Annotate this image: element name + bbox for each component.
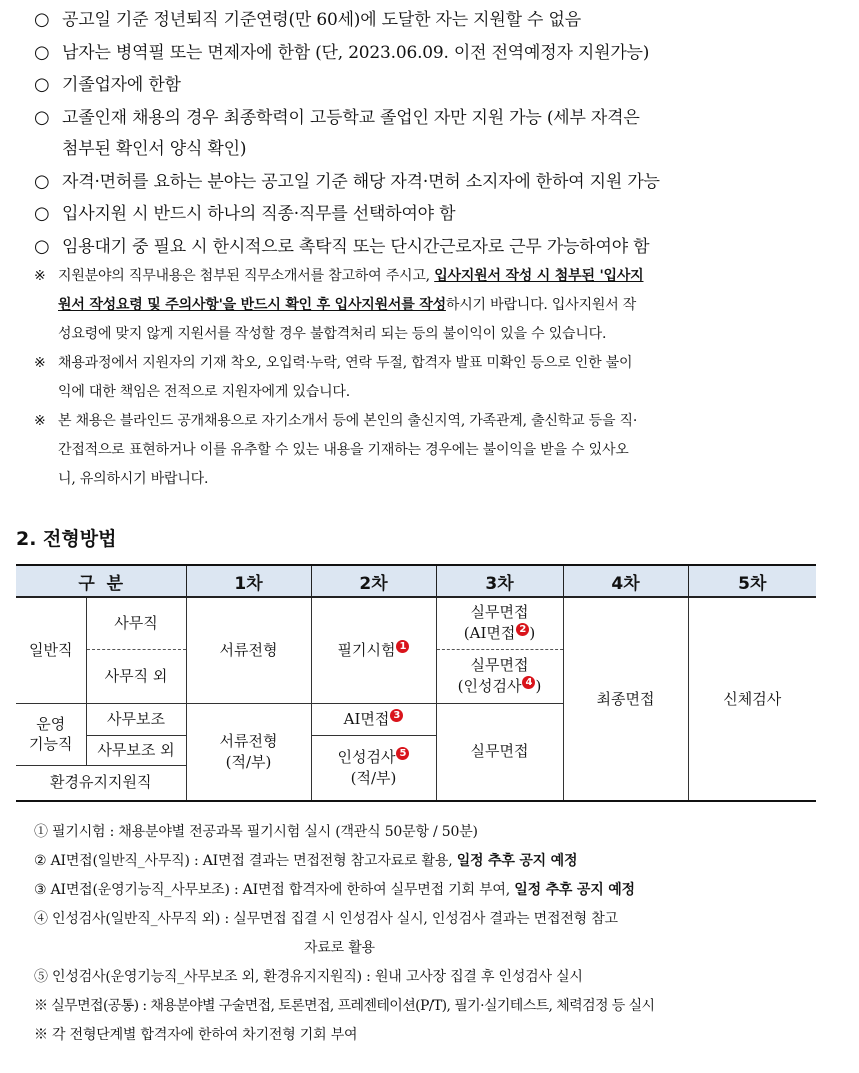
sub-office: 사무직 — [86, 597, 186, 649]
note-marker-icon: 1 — [396, 640, 409, 653]
footnote-item: ※ 각 전형단계별 합격자에 한하여 차기전형 기회 부여 — [34, 1027, 358, 1043]
circle-bullet-icon: ○ — [34, 74, 50, 95]
reference-mark-icon: ※ — [34, 355, 46, 371]
sub-assist-other: 사무보조 외 — [86, 735, 186, 765]
highlight-text: 입사지원서 작성 시 첨부된 '입사지 — [434, 268, 644, 284]
circle-bullet-icon: ○ — [34, 106, 50, 128]
circle-bullet-icon: ○ — [34, 203, 50, 224]
section-title: 2. 전형방법 — [16, 528, 117, 550]
header-stage-3: 3차 — [436, 565, 563, 597]
header-stage-2: 2차 — [311, 565, 436, 597]
notice-notes — [34, 262, 824, 494]
stage-4-all: 최종면접 — [563, 597, 688, 801]
group-env: 환경유지지원직 — [16, 765, 186, 801]
note-continuation: 간접적으로 표현하거나 이를 유추할 수 있는 내용을 기재하는 경우에는 불이익을 받을 수 있사오 — [58, 442, 629, 458]
assist-stage-2: AI면접 3 — [311, 703, 436, 735]
note-continuation: 니, 유의하시기 바랍니다. — [58, 471, 209, 487]
reference-mark-icon: ※ — [34, 268, 46, 284]
table-footnotes — [34, 818, 834, 1050]
list-item: ○ 입사지원 시 반드시 하나의 직종·직무를 선택하여야 함 — [34, 198, 834, 231]
footnote-item: ※ 실무면접(공통) : 채용분야별 구술면접, 토론면접, 프레젠테이션(P/T), 필기·실기테스트, 체력검정 등 실시 — [34, 998, 655, 1014]
note-item: ※ 지원분야의 직무내용은 첨부된 직무소개서를 참고하여 주시고, 입사지원서 작성 시 첨부된 '입사지 — [34, 262, 824, 291]
circle-bullet-icon: ○ — [34, 9, 50, 30]
general-stage-2: 필기시험 1 — [311, 597, 436, 703]
note-marker-icon: 3 — [390, 709, 403, 722]
stage-5-all: 신체검사 — [688, 597, 816, 801]
selection-process-table — [16, 564, 816, 802]
circle-bullet-icon: ○ — [34, 170, 50, 192]
note-item: ※ 본 채용은 블라인드 공개채용으로 자기소개서 등에 본인의 출신지역, 가족관계, 출신학교 등을 직· — [34, 407, 824, 436]
circle-bullet-icon: ○ — [34, 41, 50, 63]
office-other-stage-3: 실무면접 (인성검사 4 ) — [436, 649, 563, 703]
footnote-item: ① 필기시험 : 채용분야별 전공과목 필기시험 실시 (객관식 50문항 / 50분) — [34, 824, 478, 840]
general-stage-1: 서류전형 — [186, 597, 311, 703]
table-row — [16, 597, 816, 649]
reference-mark-icon: ※ — [34, 413, 46, 429]
note-item: ※ 채용과정에서 지원자의 기재 착오, 오입력·누락, 연락 두절, 합격자 발표 미확인 등으로 인한 불이 — [34, 349, 824, 378]
list-item: ○ 고졸인재 채용의 경우 최종학력이 고등학교 졸업인 자만 지원 가능 (세부 자격은 — [34, 102, 834, 135]
ops-stage-3: 실무면접 — [436, 703, 563, 801]
note-continuation: 익에 대한 책임은 전적으로 지원자에게 있습니다. — [58, 384, 350, 400]
note-continuation: 원서 작성요령 및 주의사항'을 반드시 확인 후 입사지원서를 작성하시기 바랍니다. 입사지원서 작 — [58, 297, 637, 313]
list-item: ○ 임용대기 중 필요 시 한시적으로 촉탁직 또는 단시간근로자로 근무 가능하여야 함 — [34, 231, 834, 264]
footnote-item: ② AI면접(일반직_사무직) : AI면접 결과는 면접전형 참고자료로 활용, 일정 추후 공지 예정 — [34, 853, 578, 869]
footnote-item: ⑤ 인성검사(운영기능직_사무보조 외, 환경유지지원직) : 원내 고사장 집결 후 인성검사 실시 — [34, 969, 583, 985]
group-ops: 운영 기능직 — [16, 703, 86, 765]
ops-stage-1: 서류전형 (적/부) — [186, 703, 311, 801]
list-item: ○ 공고일 기준 정년퇴직 기준연령(만 60세)에 도달한 자는 지원할 수 없음 — [34, 4, 834, 37]
eligibility-list — [34, 4, 834, 263]
sub-office-other: 사무직 외 — [86, 649, 186, 703]
list-item-continuation: 첨부된 확인서 양식 확인) — [62, 139, 247, 159]
note-marker-icon: 2 — [516, 623, 529, 636]
list-item: ○ 자격·면허를 요하는 분야는 공고일 기준 해당 자격·면허 소지자에 한하여 지원 가능 — [34, 166, 834, 199]
note-marker-icon: 5 — [396, 747, 409, 760]
note-continuation: 성요령에 맞지 않게 지원서를 작성할 경우 불합격처리 되는 등의 불이익이 있을 수 있습니다. — [58, 326, 607, 342]
assist-other-stage-2: 인성검사 5 (적/부) — [311, 735, 436, 801]
header-category: 구 분 — [16, 565, 186, 597]
header-stage-5: 5차 — [688, 565, 816, 597]
table-header-row — [16, 565, 816, 597]
highlight-text: 원서 작성요령 및 주의사항'을 반드시 확인 후 입사지원서를 작성 — [58, 297, 446, 313]
footnote-item: ③ AI면접(운영기능직_사무보조) : AI면접 합격자에 한하여 실무면접 기회 부여, 일정 추후 공지 예정 — [34, 882, 635, 898]
group-general: 일반직 — [16, 597, 86, 703]
office-stage-3: 실무면접 (AI면접 2 ) — [436, 597, 563, 649]
header-stage-1: 1차 — [186, 565, 311, 597]
footnote-continuation: 자료로 활용 — [304, 940, 375, 956]
list-item: ○ 남자는 병역필 또는 면제자에 한함 (단, 2023.06.09. 이전 전역예정자 지원가능) — [34, 37, 834, 70]
note-marker-icon: 4 — [522, 676, 535, 689]
list-item: ○ 기졸업자에 한함 — [34, 69, 834, 102]
circle-bullet-icon: ○ — [34, 235, 50, 257]
footnote-item: ④ 인성검사(일반직_사무직 외) : 실무면접 집결 시 인성검사 실시, 인성검사 결과는 면접전형 참고 — [34, 911, 618, 927]
sub-assist: 사무보조 — [86, 703, 186, 735]
header-stage-4: 4차 — [563, 565, 688, 597]
